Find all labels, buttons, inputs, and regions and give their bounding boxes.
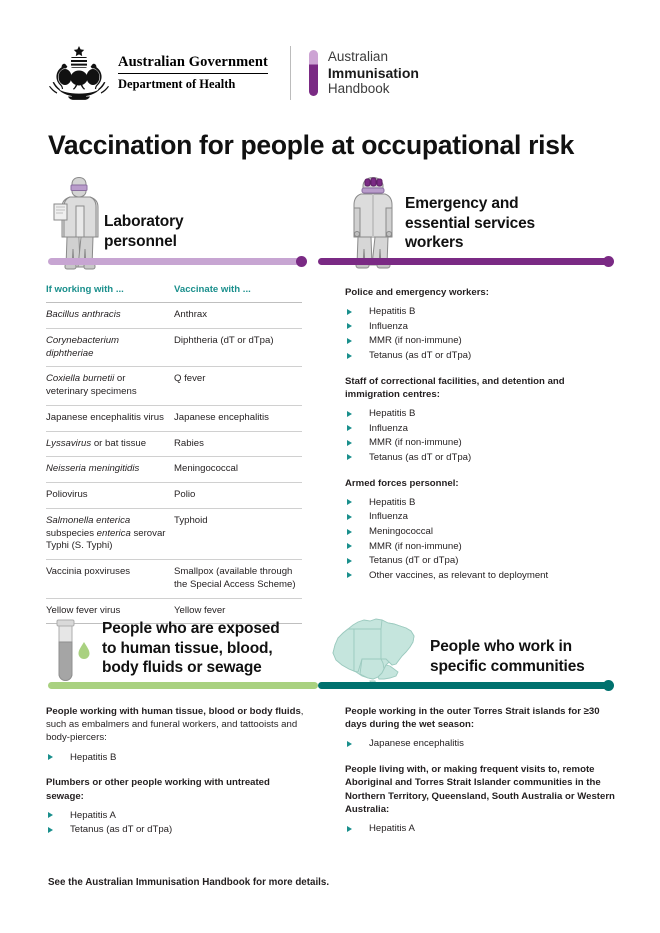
vaccine-group xyxy=(345,286,615,363)
emergency-section-heading xyxy=(405,194,535,253)
cell-vaccine: Yellow fever xyxy=(174,598,302,624)
vaccine-group xyxy=(345,375,615,465)
cell-vaccine: Anthrax xyxy=(174,303,302,329)
laboratory-rule xyxy=(48,258,303,265)
emergency-heading-line2: essential services xyxy=(405,214,536,232)
group-title: People living with, or making frequent visits to, remote Aboriginal and Torres Strait Islander communities in the Northern Territory, Queensland, South Australia or Western Australia: xyxy=(345,764,615,815)
group-title: Staff of correctional facilities, and detention and immigration centres: xyxy=(345,375,565,400)
laboratory-vaccine-table xyxy=(46,284,302,624)
emergency-vaccine-lists xyxy=(345,286,615,586)
australian-coat-of-arms-icon xyxy=(48,44,110,102)
list-item: Influenza xyxy=(345,320,615,334)
list-item: Tetanus (as dT or dTpa) xyxy=(345,349,615,363)
table-header-row xyxy=(46,284,302,303)
page-title: Vaccination for people at occupational risk xyxy=(48,130,575,160)
cell-organism: Neisseria meningitidis xyxy=(46,457,174,483)
page-header xyxy=(48,44,419,102)
cell-vaccine: Q fever xyxy=(174,367,302,406)
column-header-organism: If working with ... xyxy=(46,284,174,303)
wordmark-rule xyxy=(118,73,268,74)
vaccine-group xyxy=(345,705,615,751)
laboratory-rule-endpoint xyxy=(296,256,307,267)
list-item: Influenza xyxy=(345,422,615,436)
table-row xyxy=(46,303,302,329)
table-row xyxy=(46,405,302,431)
cell-organism: Lyssavirus or bat tissue xyxy=(46,431,174,457)
test-tube-with-droplet-icon xyxy=(50,616,98,688)
government-line2: Department of Health xyxy=(118,77,236,92)
table-row xyxy=(46,560,302,599)
table-row xyxy=(46,508,302,559)
list-item: Meningococcal xyxy=(345,525,615,539)
vaccine-group xyxy=(46,776,308,837)
group-title: Armed forces personnel: xyxy=(345,477,459,489)
handbook-logo xyxy=(309,49,419,97)
vaccine-list xyxy=(345,822,615,836)
communities-heading-line2: specific communities xyxy=(430,657,585,675)
list-item: MMR (if non-immune) xyxy=(345,540,615,554)
group-title: Plumbers or other people working with untreated sewage: xyxy=(46,777,270,802)
list-item: Hepatitis B xyxy=(345,496,615,510)
table-row xyxy=(46,457,302,483)
cell-vaccine: Meningococcal xyxy=(174,457,302,483)
vaccine-list xyxy=(345,496,615,583)
group-title: People working with human tissue, blood or body fluids, such as embalmers and funeral workers, and tattooists and body-piercers: xyxy=(46,706,304,744)
handbook-line2: Immunisation xyxy=(327,64,419,81)
list-item: Tetanus (as dT or dTpa) xyxy=(345,451,615,465)
exposure-heading-line1: People who are exposed xyxy=(102,620,280,637)
communities-heading-line1: People who work in xyxy=(430,638,572,655)
table-row xyxy=(46,483,302,509)
list-item: MMR (if non-immune) xyxy=(345,334,615,348)
vaccine-list xyxy=(46,809,308,837)
cell-organism: Vaccinia poxviruses xyxy=(46,560,174,599)
laboratory-heading-line2: personnel xyxy=(104,232,177,250)
vaccine-group xyxy=(46,705,308,764)
cell-vaccine: Smallpox (available through the Special Access Scheme) xyxy=(174,560,302,599)
list-item: Tetanus (dT or dTpa) xyxy=(345,554,615,568)
communities-rule xyxy=(318,682,612,689)
laboratory-heading-line1: Laboratory xyxy=(104,213,184,230)
cell-vaccine: Rabies xyxy=(174,431,302,457)
exposure-rule xyxy=(48,682,318,689)
table-row xyxy=(46,431,302,457)
group-title: People working in the outer Torres Strait islands for ≥30 days during the wet season: xyxy=(345,706,600,731)
cell-vaccine: Polio xyxy=(174,483,302,509)
exposure-vaccine-lists xyxy=(46,705,308,841)
emergency-rule-endpoint xyxy=(603,256,614,267)
australia-map-icon xyxy=(326,616,426,690)
communities-rule-endpoint xyxy=(603,680,614,691)
emergency-heading-line3: workers xyxy=(405,234,464,252)
cell-organism: Coxiella burnetii or veterinary specimens xyxy=(46,367,174,406)
vaccine-list xyxy=(46,751,308,765)
vaccine-group xyxy=(345,763,615,836)
table-row xyxy=(46,367,302,406)
footer-note: See the Australian Immunisation Handbook for more details. xyxy=(48,877,330,888)
cell-organism: Japanese encephalitis virus xyxy=(46,405,174,431)
government-wordmark xyxy=(118,54,268,93)
exposure-heading-line2: to human tissue, blood, xyxy=(102,639,273,657)
list-item: Tetanus (as dT or dTpa) xyxy=(46,823,308,837)
list-item: Influenza xyxy=(345,510,615,524)
handbook-bar-icon xyxy=(309,50,318,96)
cell-organism: Corynebacterium diphtheriae xyxy=(46,328,174,367)
column-header-vaccine: Vaccinate with ... xyxy=(174,284,302,303)
emergency-rule xyxy=(318,258,612,265)
government-line1: Australian Government xyxy=(118,53,268,70)
emergency-heading-line1: Emergency and xyxy=(405,195,519,212)
cell-organism: Poliovirus xyxy=(46,483,174,509)
communities-vaccine-lists xyxy=(345,705,615,840)
cell-vaccine: Japanese encephalitis xyxy=(174,405,302,431)
handbook-line3: Handbook xyxy=(327,81,390,97)
handbook-line1: Australian xyxy=(327,49,388,65)
list-item: Japanese encephalitis xyxy=(345,737,615,751)
list-item: Hepatitis A xyxy=(46,809,308,823)
list-item: Hepatitis B xyxy=(46,751,308,765)
group-title: Police and emergency workers: xyxy=(345,287,489,298)
vaccine-list xyxy=(345,305,615,362)
cell-organism: Yellow fever virus xyxy=(46,598,174,624)
vaccine-list xyxy=(345,407,615,464)
list-item: MMR (if non-immune) xyxy=(345,436,615,450)
table-row xyxy=(46,328,302,367)
vaccine-list xyxy=(345,737,615,751)
exposure-heading-line3: body fluids or sewage xyxy=(102,659,262,677)
cell-vaccine: Typhoid xyxy=(174,508,302,559)
laboratory-section-heading xyxy=(104,212,183,251)
header-divider xyxy=(290,46,291,100)
vaccine-group xyxy=(345,477,615,583)
list-item: Hepatitis B xyxy=(345,407,615,421)
exposure-section-heading xyxy=(102,619,280,678)
cell-organism: Salmonella enterica subspecies enterica serovar Typhi (S. Typhi) xyxy=(46,508,174,559)
cell-vaccine: Diphtheria (dT or dTpa) xyxy=(174,328,302,367)
list-item: Hepatitis B xyxy=(345,305,615,319)
cell-organism: Bacillus anthracis xyxy=(46,303,174,329)
communities-section-heading xyxy=(430,637,585,676)
list-item: Other vaccines, as relevant to deployment xyxy=(345,569,615,583)
list-item: Hepatitis A xyxy=(345,822,615,836)
